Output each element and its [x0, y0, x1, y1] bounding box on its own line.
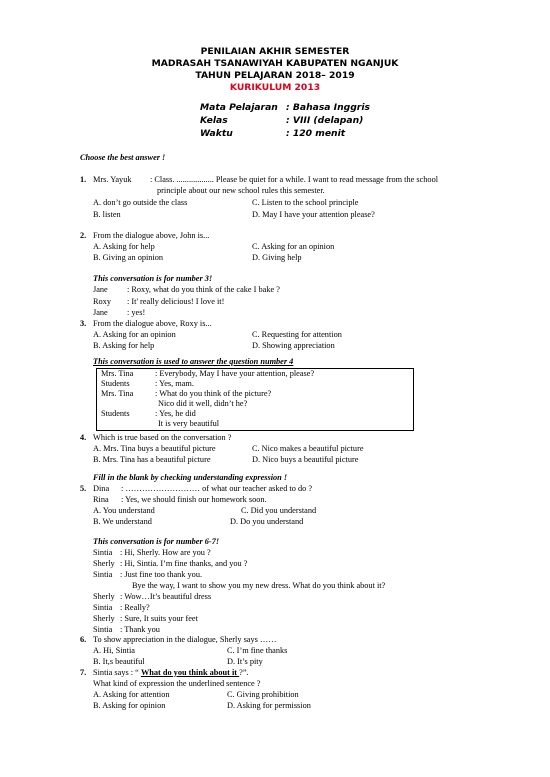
- q5-option-c[interactable]: C. Did you understand: [241, 506, 317, 515]
- q2-option-d[interactable]: D. Giving help: [252, 253, 302, 262]
- meta-subject-value: : Bahasa Inggris: [286, 102, 370, 113]
- q5-heading: Fill in the blank by checking understanding expression !: [93, 473, 288, 482]
- q1-option-d[interactable]: D. May I have your attention please?: [252, 210, 375, 219]
- q7-text2: What kind of expression the underlined sentence ?: [93, 679, 261, 688]
- q7-text-pre: Sintia says : “: [93, 668, 141, 677]
- q7-option-c[interactable]: C. Giving prohibition: [227, 690, 299, 699]
- q67-line: : Hi, Sintia. I’m fine thanks, and you ?: [120, 559, 248, 568]
- q6-option-a[interactable]: A. Hi, Sintia: [93, 646, 135, 655]
- meta-time-value: : 120 menit: [286, 128, 346, 139]
- q67-speaker: Sintia: [93, 570, 113, 579]
- q2-option-a[interactable]: A. Asking for help: [93, 242, 155, 251]
- q1-line1: : Class. .................. Please be quiet for a while. I want to read message from the school: [150, 175, 439, 184]
- q1-number: 1.: [80, 175, 87, 184]
- q67-line: : Wow…It’s beautiful dress: [120, 592, 212, 601]
- q3-speaker: Roxy: [93, 297, 111, 306]
- q6-option-c[interactable]: C. I’m fine thanks: [227, 646, 288, 655]
- q3-option-a[interactable]: A. Asking for an opinion: [93, 330, 176, 339]
- q4-option-d[interactable]: D. Nico buys a beautiful picture: [252, 455, 359, 464]
- meta-subject-label: Mata Pelajaran: [200, 102, 278, 113]
- instruction: Choose the best answer !: [80, 153, 166, 162]
- q67-line: : Sure, It suits your feet: [120, 614, 198, 623]
- q4-line: Nico did it well, didn’t he?: [158, 399, 248, 408]
- meta-class-label: Kelas: [200, 115, 228, 126]
- q5-option-b[interactable]: B. We understand: [93, 517, 152, 526]
- q3-option-c[interactable]: C. Requesting for attention: [252, 330, 342, 339]
- q6-number: 6.: [80, 635, 87, 644]
- q6-option-d[interactable]: D. It’s pity: [227, 657, 263, 666]
- q3-line: : Roxy, what do you think of the cake I bake ?: [127, 285, 280, 294]
- q3-text: From the dialogue above, Roxy is...: [93, 319, 212, 328]
- q67-line: Bye the way, I want to show you my new dress. What do you think about it?: [132, 581, 386, 590]
- header-curriculum: KURIKULUM 2013: [229, 82, 321, 93]
- q3-number: 3.: [80, 319, 87, 328]
- q5-number: 5.: [80, 484, 87, 493]
- q4-heading: This conversation is used to answer the question number 4: [93, 357, 294, 366]
- q3-line: : yes!: [127, 308, 146, 317]
- q4-speaker: Mrs. Tina: [101, 369, 134, 378]
- q4-line: : What do you think of the picture?: [155, 389, 272, 398]
- q67-speaker: Sintia: [93, 603, 113, 612]
- q4-option-c[interactable]: C. Nico makes a beautiful picture: [252, 444, 364, 453]
- q67-line: : Just fine too thank you.: [120, 570, 203, 579]
- q3-option-d[interactable]: D. Showing appreciation: [252, 341, 335, 350]
- q67-line: : Really?: [120, 603, 150, 612]
- q5-line: : Yes, we should finish our homework soon.: [121, 495, 267, 504]
- q3-speaker: Jane: [93, 285, 108, 294]
- q4-line: : Yes, he did: [155, 409, 196, 418]
- q1-option-a[interactable]: A. don’t go outside the class: [93, 198, 188, 207]
- q4-option-b[interactable]: B. Mrs. Tina has a beautiful picture: [93, 455, 211, 464]
- q2-option-c[interactable]: C. Asking for an opinion: [252, 242, 335, 251]
- q2-text: From the dialogue above, John is...: [93, 231, 210, 240]
- q7-number: 7.: [80, 668, 87, 677]
- q4-speaker: Students: [101, 409, 130, 418]
- meta-time-label: Waktu: [200, 128, 233, 139]
- q6-text: To show appreciation in the dialogue, Sherly says ……: [93, 635, 277, 644]
- q4-text: Which is true based on the conversation ?: [93, 433, 232, 442]
- q67-speaker: Sintia: [93, 548, 113, 557]
- q1-option-b[interactable]: B. listen: [93, 210, 121, 219]
- q6-option-b[interactable]: B. It,s beautiful: [93, 657, 145, 666]
- q7-option-b[interactable]: B. Asking for opinion: [93, 701, 166, 710]
- q5-line: : ……………………… of what our teacher asked to do ?: [121, 484, 313, 493]
- q2-option-b[interactable]: B. Giving an opinion: [93, 253, 164, 262]
- header-year: TAHUN PELAJARAN 2018– 2019: [195, 70, 355, 81]
- q3-heading: This conversation is for number 3!: [93, 274, 213, 283]
- q67-speaker: Sherly: [93, 559, 115, 568]
- q4-line: : Yes, mam.: [155, 379, 194, 388]
- q4-speaker: Students: [101, 379, 130, 388]
- q7-text-post: ?”.: [239, 668, 249, 677]
- q5-option-a[interactable]: A. You understand: [93, 506, 155, 515]
- header-school: MADRASAH TSANAWIYAH KABUPATEN NGANJUK: [151, 58, 399, 69]
- q1-speaker: Mrs. Yayuk: [93, 175, 132, 184]
- q67-line: : Thank you: [120, 625, 160, 634]
- q4-option-a[interactable]: A. Mrs. Tina buys a beautiful picture: [93, 444, 216, 453]
- q4-speaker: Mrs. Tina: [101, 389, 134, 398]
- meta-class-value: : VIII (delapan): [286, 115, 364, 126]
- q1-option-c[interactable]: C. Listen to the school principle: [252, 198, 359, 207]
- q4-line: It is very beautiful: [158, 419, 220, 428]
- q5-speaker: Rina: [93, 495, 109, 504]
- q7-underlined-sentence: What do you think about it: [140, 668, 240, 677]
- q67-speaker: Sherly: [93, 592, 115, 601]
- header-title: PENILAIAN AKHIR SEMESTER: [200, 46, 350, 57]
- q4-line: : Everybody, May I have your attention, please?: [155, 369, 315, 378]
- q67-heading: This conversation is for number 6-7!: [93, 537, 220, 546]
- q1-line2: principle about our new school rules this semester.: [157, 186, 325, 195]
- q3-line: : It' really delicious! I love it!: [127, 297, 225, 306]
- q7-option-a[interactable]: A. Asking for attention: [93, 690, 170, 699]
- q3-speaker: Jane: [93, 308, 108, 317]
- q67-line: : Hi, Sherly. How are you ?: [120, 548, 211, 557]
- q5-speaker: Dina: [93, 484, 110, 493]
- q7-text: [93, 668, 249, 678]
- q67-speaker: Sintia: [93, 625, 113, 634]
- q7-option-d[interactable]: D. Asking for permission: [227, 701, 311, 710]
- q4-number: 4.: [80, 433, 87, 442]
- q5-option-d[interactable]: D. Do you understand: [230, 517, 304, 526]
- q67-speaker: Sherly: [93, 614, 115, 623]
- q3-option-b[interactable]: B. Asking for help: [93, 341, 155, 350]
- q2-number: 2.: [80, 231, 87, 240]
